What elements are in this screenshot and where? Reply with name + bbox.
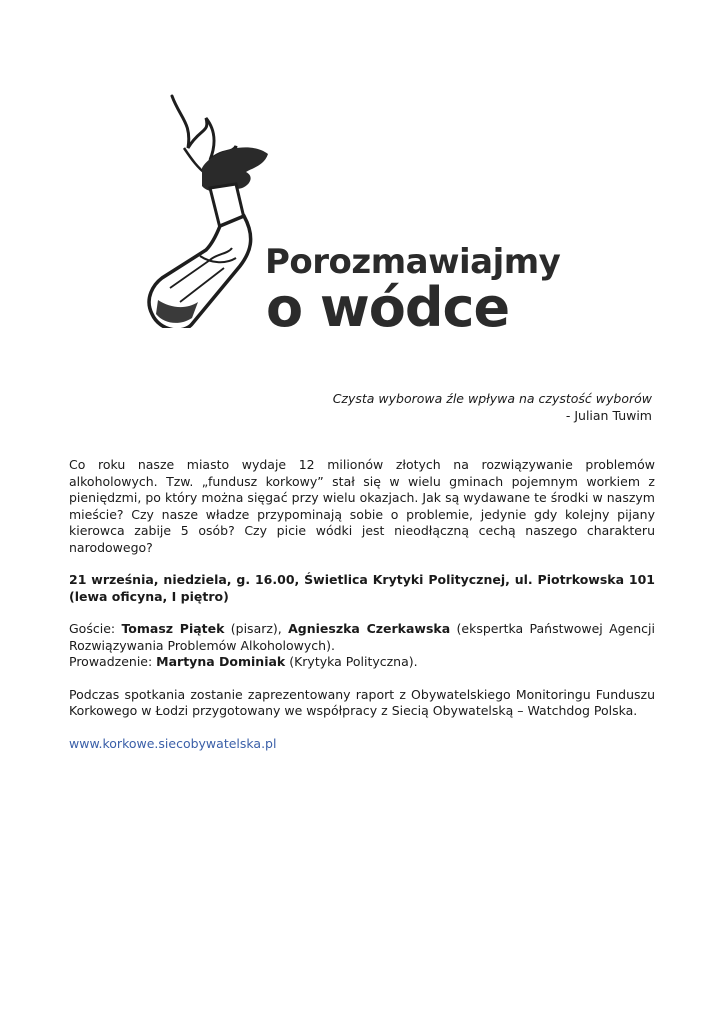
guest-2-role: (ekspertka Państwowej Agencji Rozwiązywania Problemów Alkoholowych). xyxy=(69,621,655,653)
guests-paragraph xyxy=(69,621,655,671)
intro-paragraph: Co roku nasze miasto wydaje 12 milionów złotych na rozwiązywanie problemów alkoholowych. Tzw. „fundusz korkowy” stał się w wielu gminach pojemnym workiem z pieniędzmi, po który można sięgać przy wielu okazjach. Jak są wydawane te środki w naszym mieście? Czy nasze władze przypominają sobie o problemie, jedynie gdy kolejny pijany kierowca zabije 5 osób? Czy picie wódki jest nieodłączną cechą naszego charakteru narodowego? xyxy=(69,457,655,555)
event-details xyxy=(69,572,655,605)
guest-1-name: Tomasz Piątek xyxy=(121,621,225,636)
molotov-bottle-icon xyxy=(140,88,270,328)
main-content xyxy=(69,457,655,768)
event-details-text: 21 września, niedziela, g. 16.00, Świetlica Krytyki Politycznej, ul. Piotrkowska 101 (lewa oficyna, I piętro) xyxy=(69,572,655,604)
report-paragraph: Podczas spotkania zostanie zaprezentowany raport z Obywatelskiego Monitoringu Funduszu Korkowego w Łodzi przygotowany we współpracy z Siecią Obywatelską – Watchdog Polska. xyxy=(69,686,655,718)
website-link[interactable]: www.korkowe.siecobywatelska.pl xyxy=(69,735,277,751)
logo-title: Porozmawiajmy xyxy=(265,242,561,282)
guests-label: Goście: xyxy=(69,621,122,636)
logo-subtitle: o wódce xyxy=(266,276,510,339)
epigraph xyxy=(300,390,652,424)
guest-2-name: Agnieszka Czerkawska xyxy=(288,621,451,636)
host-role: (Krytyka Polityczna). xyxy=(285,654,418,669)
quote-author: - Julian Tuwim xyxy=(565,408,652,423)
website-paragraph xyxy=(69,736,655,753)
event-logo xyxy=(140,88,570,348)
guest-1-role: (pisarz), xyxy=(224,621,289,636)
host-name: Martyna Dominiak xyxy=(156,654,286,669)
host-label: Prowadzenie: xyxy=(69,654,157,669)
quote-text: Czysta wyborowa źle wpływa na czystość wyborów xyxy=(332,391,652,406)
